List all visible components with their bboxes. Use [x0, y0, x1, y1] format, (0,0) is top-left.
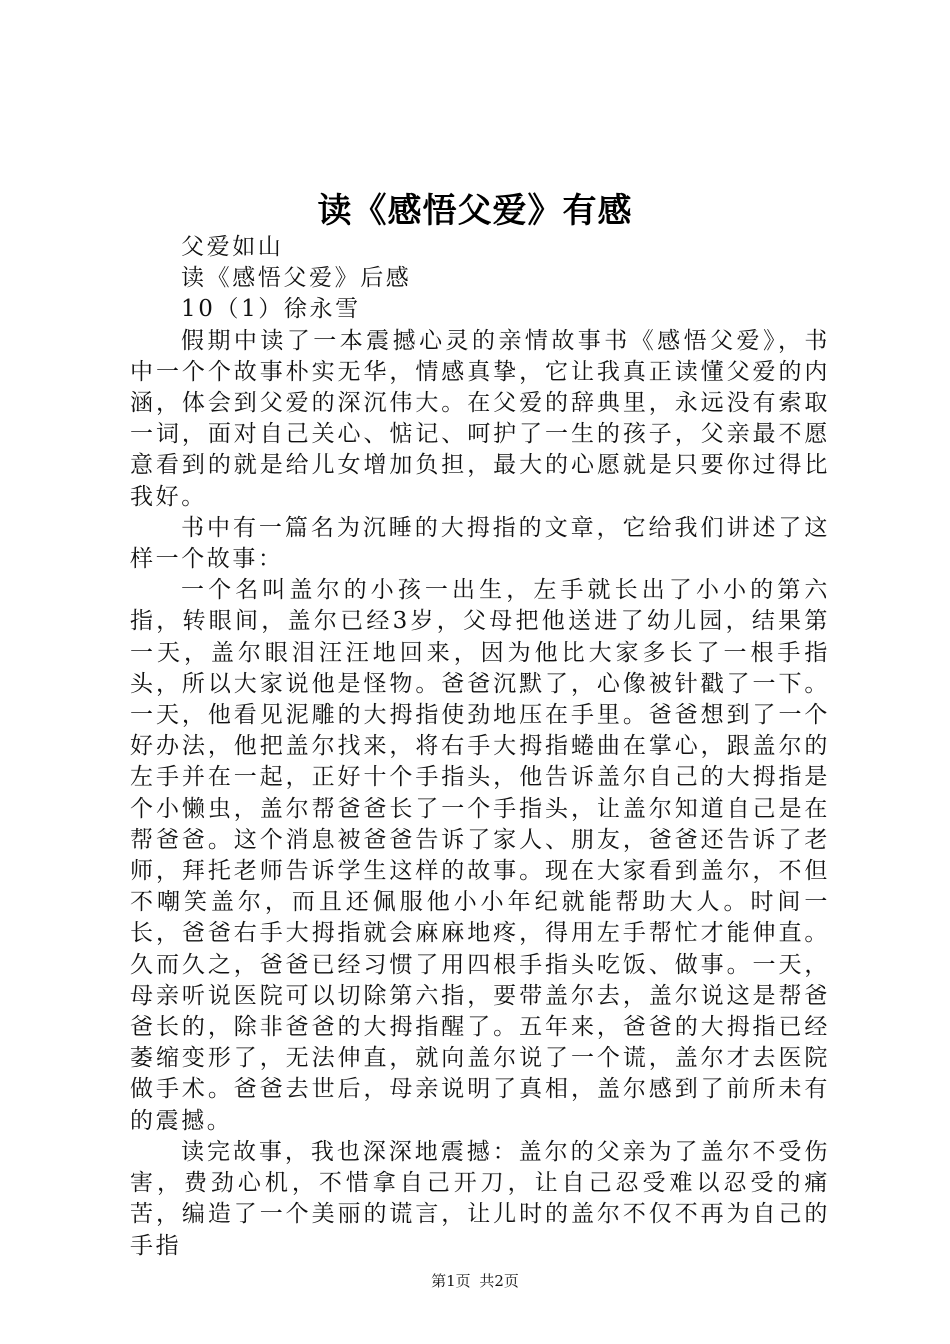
body-paragraph: 假期中读了一本震撼心灵的亲情故事书《感悟父爱》，书中一个个故事朴实无华，情感真挚，它让我真正读懂父爱的内涵，体会到父爱的深沉伟大。在父爱的辞典里，永远没有索取一词，面对自己关心、惦记、呵护了一生的孩子，父亲最不愿意看到的就是给儿女增加负担，最大的心愿就是只要你过得比我好。 [130, 327, 830, 510]
body-paragraph: 读完故事，我也深深地震撼：盖尔的父亲为了盖尔不受伤害，费劲心机，不惜拿自己开刀，让自己忍受难以忍受的痛苦，编造了一个美丽的谎言，让儿时的盖尔不仅不再为自己的手指 [130, 1138, 830, 1259]
page-total: 共2页 [479, 1272, 519, 1290]
page-footer [0, 1270, 950, 1291]
author-line: 10（1）徐永雪 [181, 296, 361, 323]
body-paragraph: 一个名叫盖尔的小孩一出生，左手就长出了小小的第六指，转眼间，盖尔已经3岁，父母把他送进了幼儿园，结果第一天，盖尔眼泪汪汪地回来，因为他比大家多长了一根手指头，所以大家说他是怪物。爸爸沉默了，心像被针戳了一下。一天，他看见泥雕的大拇指使劲地压在手里。爸爸想到了一个好办法，他把盖尔找来，将右手大拇指蜷曲在掌心，跟盖尔的左手并在一起，正好十个手指头，他告诉盖尔自己的大拇指是个小懒虫，盖尔帮爸爸长了一个手指头，让盖尔知道自己是在帮爸爸。这个消息被爸爸告诉了家人、朋友，爸爸还告诉了老师，拜托老师告诉学生这样的故事。现在大家看到盖尔，不但不嘲笑盖尔，而且还佩服他小小年纪就能帮助大人。时间一长，爸爸右手大拇指就会麻麻地疼，得用左手帮忙才能伸直。久而久之，爸爸已经习惯了用四根手指头吃饭、做事。一天，母亲听说医院可以切除第六指，要带盖尔去，盖尔说这是帮爸爸长的，除非爸爸的大拇指醒了。五年来，爸爸的大拇指已经萎缩变形了，无法伸直，就向盖尔说了一个谎，盖尔才去医院做手术。爸爸去世后，母亲说明了真相，盖尔感到了前所未有的震撼。 [130, 577, 830, 1134]
document-body [130, 232, 830, 1262]
page-number: 第1页 [431, 1272, 471, 1290]
body-paragraph: 书中有一篇名为沉睡的大拇指的文章，它给我们讲述了这样一个故事： [130, 514, 830, 573]
subtitle-line: 读《感悟父爱》后感 [181, 265, 412, 292]
document-title: 读《感悟父爱》有感 [317, 191, 633, 231]
subtitle-line: 父爱如山 [181, 234, 284, 260]
